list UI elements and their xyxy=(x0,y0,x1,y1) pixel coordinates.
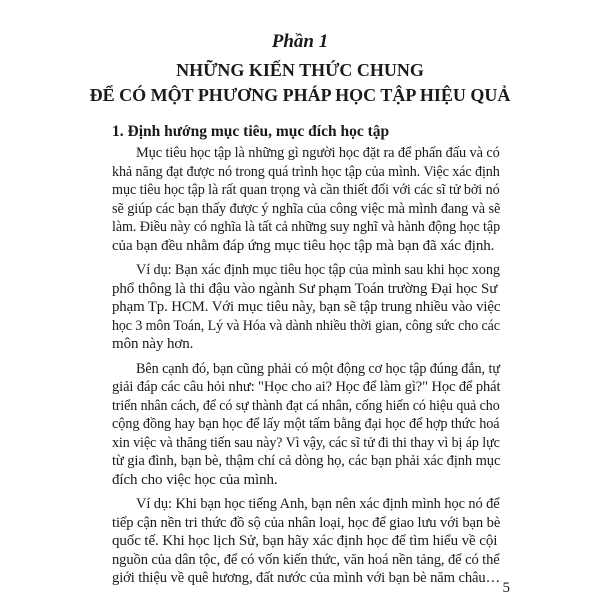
part-label: Phần 1 xyxy=(271,31,329,52)
paragraph-line: Ví dụ: Khi bạn học tiếng Anh, bạn nên xác định mình học nó để xyxy=(136,496,500,512)
paragraph-line: mục tiêu học tập là rất quan trọng và cần thiết đối với các sĩ tử bởi nó xyxy=(112,182,500,198)
paragraph-line: làm. Điều này có nghĩa là tất cả những suy nghĩ và hành động học tập xyxy=(112,219,501,235)
paragraph-line: từ gia đình, bạn bè, thậm chí cả dòng họ, các bạn phải xác định mục xyxy=(112,453,501,469)
paragraph-line: tiếp cận nền tri thức đồ sộ của nhân loại, học để giao lưu với bạn bè xyxy=(112,514,501,531)
paragraph-line: của bạn đều nhằm đáp ứng mục tiêu học tập mà bạn đã xác định. xyxy=(112,237,495,254)
paragraph-line: xin việc và thăng tiến sau này? Vì vậy, các sĩ tử đi thi thay vì bị áp lực xyxy=(112,434,500,451)
paragraph-line: Ví dụ: Bạn xác định mục tiêu học tập của mình sau khi học xong xyxy=(136,262,500,278)
paragraph-line: phổ thông là thi đậu vào ngành Sư phạm Toán trường Đại học Sư xyxy=(112,280,498,297)
paragraph-line: cộng đồng hay bạn học để lấy một tấm bằng đại học để hợp thức hoá xyxy=(112,416,500,432)
paragraph-line: giới thiệu về quê hương, đất nước của mình với bạn bè năm châu… xyxy=(112,570,501,586)
paragraph-line: quốc tế. Khi học lịch Sử, bạn hãy xác định học để tìm hiểu về cội xyxy=(112,533,498,549)
paragraph-line: nguồn của dân tộc, để có vốn kiến thức, văn hoá nền tảng, để có thể xyxy=(112,551,500,568)
paragraph-line: Mục tiêu học tập là những gì người học đặt ra để phấn đấu và có xyxy=(136,145,500,161)
paragraph-line: phạm Tp. HCM. Với mục tiêu này, bạn sẽ tập trung nhiều vào việc xyxy=(112,299,501,315)
chapter-title-line-1: NHỮNG KIẾN THỨC CHUNG xyxy=(176,60,424,80)
paragraph-line: học 3 môn Toán, Lý và Hóa và dành nhiều thời gian, công sức cho các xyxy=(112,317,500,334)
paragraph-line: giải đáp các câu hỏi như: "Học cho ai? Học để làm gì?" Học để phát xyxy=(112,379,501,395)
paragraph-line: Bên cạnh đó, bạn cũng phải có một động cơ học tập đúng đắn, tự xyxy=(136,360,500,377)
section-heading: 1. Định hướng mục tiêu, mục đích học tập xyxy=(112,123,390,140)
paragraph-line: đích cho việc học của mình. xyxy=(112,471,278,488)
paragraph-line: khả năng đạt được nó trong quá trình học tập của mình. Việc xác định xyxy=(112,163,500,180)
chapter-title-line-2: ĐỂ CÓ MỘT PHƯƠNG PHÁP HỌC TẬP HIỆU QUẢ xyxy=(89,85,511,105)
paragraph-line: triển nhân cách, để có sự thành đạt cá nhân, cống hiến có hiệu quả cho xyxy=(112,397,500,414)
paragraph-line: môn này hơn. xyxy=(112,336,194,352)
page-number: 5 xyxy=(502,580,510,596)
paragraph-line: sẽ giúp các bạn thấy được ý nghĩa của công việc mà mình đang và sẽ xyxy=(112,200,501,217)
